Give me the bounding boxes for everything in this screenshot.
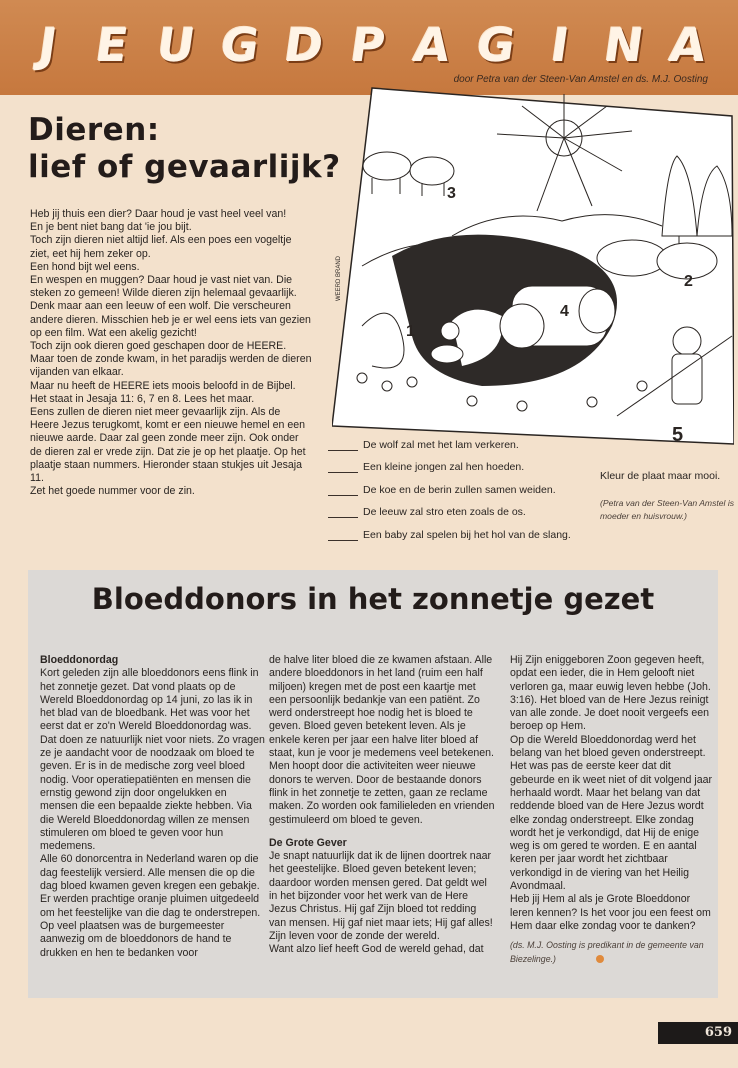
banner-letter: J [35,18,61,72]
answer-blank[interactable] [328,507,358,518]
banner-letter: U [153,18,199,72]
verse-text: De koe en de berin zullen samen weiden. [363,483,556,496]
section-heading: Bloeddonordag [40,654,119,666]
banner-letter: A [666,18,710,72]
banner-letter: E [92,18,132,72]
article-paragraph: de halve liter bloed die ze kwamen afstaan. Alle andere bloeddonors in het land (ruim een half miljoen) kregen met de post een kaartje met een persoonlijk bedankje van een patiënt. Zo werd onderstreept hoe nodig het is bloed te geven. Bloed geven betekent leven. Als je enkele keren per jaar een halve liter bloed af staat, kun je voor je medemens veel betekenen. Men hoopt door die activiteiten weer nieuwe donors te werven. Door de bestaande donors flink in het zonnetje te zetten, gaan ze reclame maken. Zo worden ook familieleden en vrienden gestimuleerd om bloed te geven. [269,654,495,826]
article-paragraph: Je snapt natuurlijk dat ik de lijnen doortrek naar het geestelijke. Bloed geven betekent leven; daardoor worden mensen gered. Dat geldt wel in het bijzonder voor het werk van de Here Jezus Christus. Hij gaf Zijn bloed tot redding van mensen. Hij gaf niet maar iets; Hij gaf alles! Zijn leven voor de zonde der wereld. [269,850,493,942]
verse-list [328,428,578,541]
answer-blank[interactable] [328,462,358,473]
banner-letter: A [410,18,454,72]
verse-row [328,451,578,474]
article-box [28,570,718,998]
story-paragraph: Zet het goede nummer voor de zin. [30,485,195,498]
banner-letter: D [281,18,327,72]
picture-number: 4 [560,303,569,320]
story-text [30,208,312,498]
story-paragraph: Heb jij thuis een dier? Daar houd je vast heel veel van! [30,208,287,220]
verse-row [328,496,578,519]
page-number: 659 [658,1022,738,1044]
byline: door Petra van der Steen-Van Amstel en ds. M.J. Oosting [453,74,708,85]
story-paragraph: Maar nu heeft de HEERE iets moois beloofd in de Bijbel. Het staat in Jesaja 11: 6, 7 en 8. Lees het maar. [30,379,296,405]
banner-letter: I [547,18,573,72]
article-paragraph: Op die Wereld Bloeddonordag werd het belang van het bloed geven onderstreept. Het was pas de eerste keer dat dit gebeurde en ik weet niet of dit volgend jaar herhaald wordt. Maar het belang van dat reddende bloed van de Here Jezus wordt elke zondag onderstreept. Elke zondag wordt het je verkondigd, dat Hij de enige weg is om gered te worden. E en aantal keren per jaar wordt het zichtbaar verkondigd in de viering van het Heilig Avondmaal. [510,733,713,893]
author-note: (Petra van der Steen-Van Amstel is moeder en huisvrouw.) [600,498,735,521]
picture-number: 3 [447,185,456,202]
artist-signature: WEERD BRAND [336,255,342,301]
banner-letter: G [217,18,263,72]
lion-and-ox [500,286,615,348]
verse-text: Een baby zal spelen bij het hol van de slang. [363,528,571,541]
article-paragraph: Want alzo lief heeft God de wereld gehad, dat [269,943,484,956]
banner-title [18,10,718,80]
story-paragraph: En je bent niet bang dat 'ie jou bijt. [30,221,192,234]
story-paragraph: Een hond bijt wel eens. [30,260,140,273]
verse-row [328,473,578,496]
picture-number: 1 [406,323,415,340]
picture-number: 5 [672,424,684,446]
title-line-2: lief of gevaarlijk? [28,149,341,185]
coloring-instruction: Kleur de plaat maar mooi. [600,470,721,482]
story-paragraph: Eens zullen de dieren niet meer gevaarlijk zijn. Als de Heere Jezus terugkomt, komt er een nieuwe hemel en een nieuwe aarde. Daar zal geen zonde meer zijn. Ook onder de dieren zal er vrede zijn. Dat zie je op het plaatje. Op het plaatje staan nummers. Hieronder staan stukjes uit Jesaja 11. [30,406,306,485]
banner-letter: P [347,18,389,72]
story-paragraph: En wespen en muggen? Daar houd je vast niet van. Die steken zo gemeen! Wilde dieren zijn helemaal gevaarlijk. Denk maar aan een leeuw of een wolf. Die verscheuren andere dieren. Misschien heb je er wel eens iets van gezien op een film. Wat een akelig gezicht! [30,274,311,339]
verse-row [328,518,578,541]
answer-blank[interactable] [328,485,358,496]
article-column-1 [40,654,266,960]
article-column-3 [510,654,714,966]
answer-blank[interactable] [328,440,358,451]
page-title [28,112,341,186]
article-column-2 [269,654,495,957]
banner-letter: N [600,18,648,72]
section-heading: De Grote Gever [269,836,347,849]
article-paragraph: Alle 60 donorcentra in Nederland waren op die dag feestelijk versierd. Alle mensen die op die dag bloed kwamen geven kregen een gebakje. Er werden prachtige oranje pluimen uitgedeeld om het feestelijke van die dag te onderstrepen. Op veel plaatsen was de burgemeester aanwezig om de bloeddonors de hand te drukken en hen te bedanken voor [40,853,261,959]
verse-text: De wolf zal met het lam verkeren. [363,438,519,451]
article-paragraph: Heb jij Hem al als je Grote Bloeddonor leren kennen? Is het voor jou een feest om Hem daar elke zondag voor te danken? [510,893,711,932]
verse-text: Een kleine jongen zal hen hoeden. [363,461,525,473]
banner-letter: G [473,18,519,72]
picture-number: 2 [684,273,693,290]
verse-row [328,428,578,451]
title-line-1: Dieren: [28,112,160,148]
story-paragraph: Toch zijn dieren niet altijd lief. Als een poes een vogeltje ziet, eet hij hem zeker op. [30,234,292,260]
verse-text: De leeuw zal stro eten zoals de os. [363,506,526,518]
article-paragraph: Kort geleden zijn alle bloeddonors eens flink in het zonnetje gezet. Dat vond plaats op de Wereld Bloeddonordag op 14 juni, zo las ik in het blad van de bloedbank. Het was voor het eerst dat er zo'n Wereld Bloeddonordag was. Dat doen ze natuurlijk niet voor niets. Zo vragen ze je aandacht voor de noodzaak om bloed te geven. Er is in de medische zorg veel bloed nodig. Voor operatiepatiënten en mensen die ernstig gewond zijn door ongelukken en mensen die een bepaalde ziekte hebben. Via die Wereld Bloeddonordag willen ze mensen stimuleren om bloed te geven voor hun medemens. [40,667,265,853]
answer-blank[interactable] [328,530,358,541]
header-banner [0,0,738,95]
coloring-illustration [332,86,734,446]
article-paragraph: Hij Zijn eniggeboren Zoon gegeven heeft, opdat een ieder, die in Hem gelooft niet verloren ga, maar euwig leven hebbe (Joh. 3:16). Het bloed van de Here Jezus reinigt van alle zonde. Je doet nooit vergeefs een beroep op Hem. [510,654,711,733]
note-text: (ds. M.J. Oosting is predikant in de gemeente van Biezelinge.) [510,940,704,964]
article-title: Bloeddonors in het zonnetje gezet [91,582,655,616]
end-dot-icon [596,955,604,963]
story-paragraph: Toch zijn ook dieren goed geschapen door de HEERE. Maar toen de zonde kwam, in het paradijs werden de dieren vijanden van elkaar. [30,340,312,379]
author-note [510,939,714,966]
